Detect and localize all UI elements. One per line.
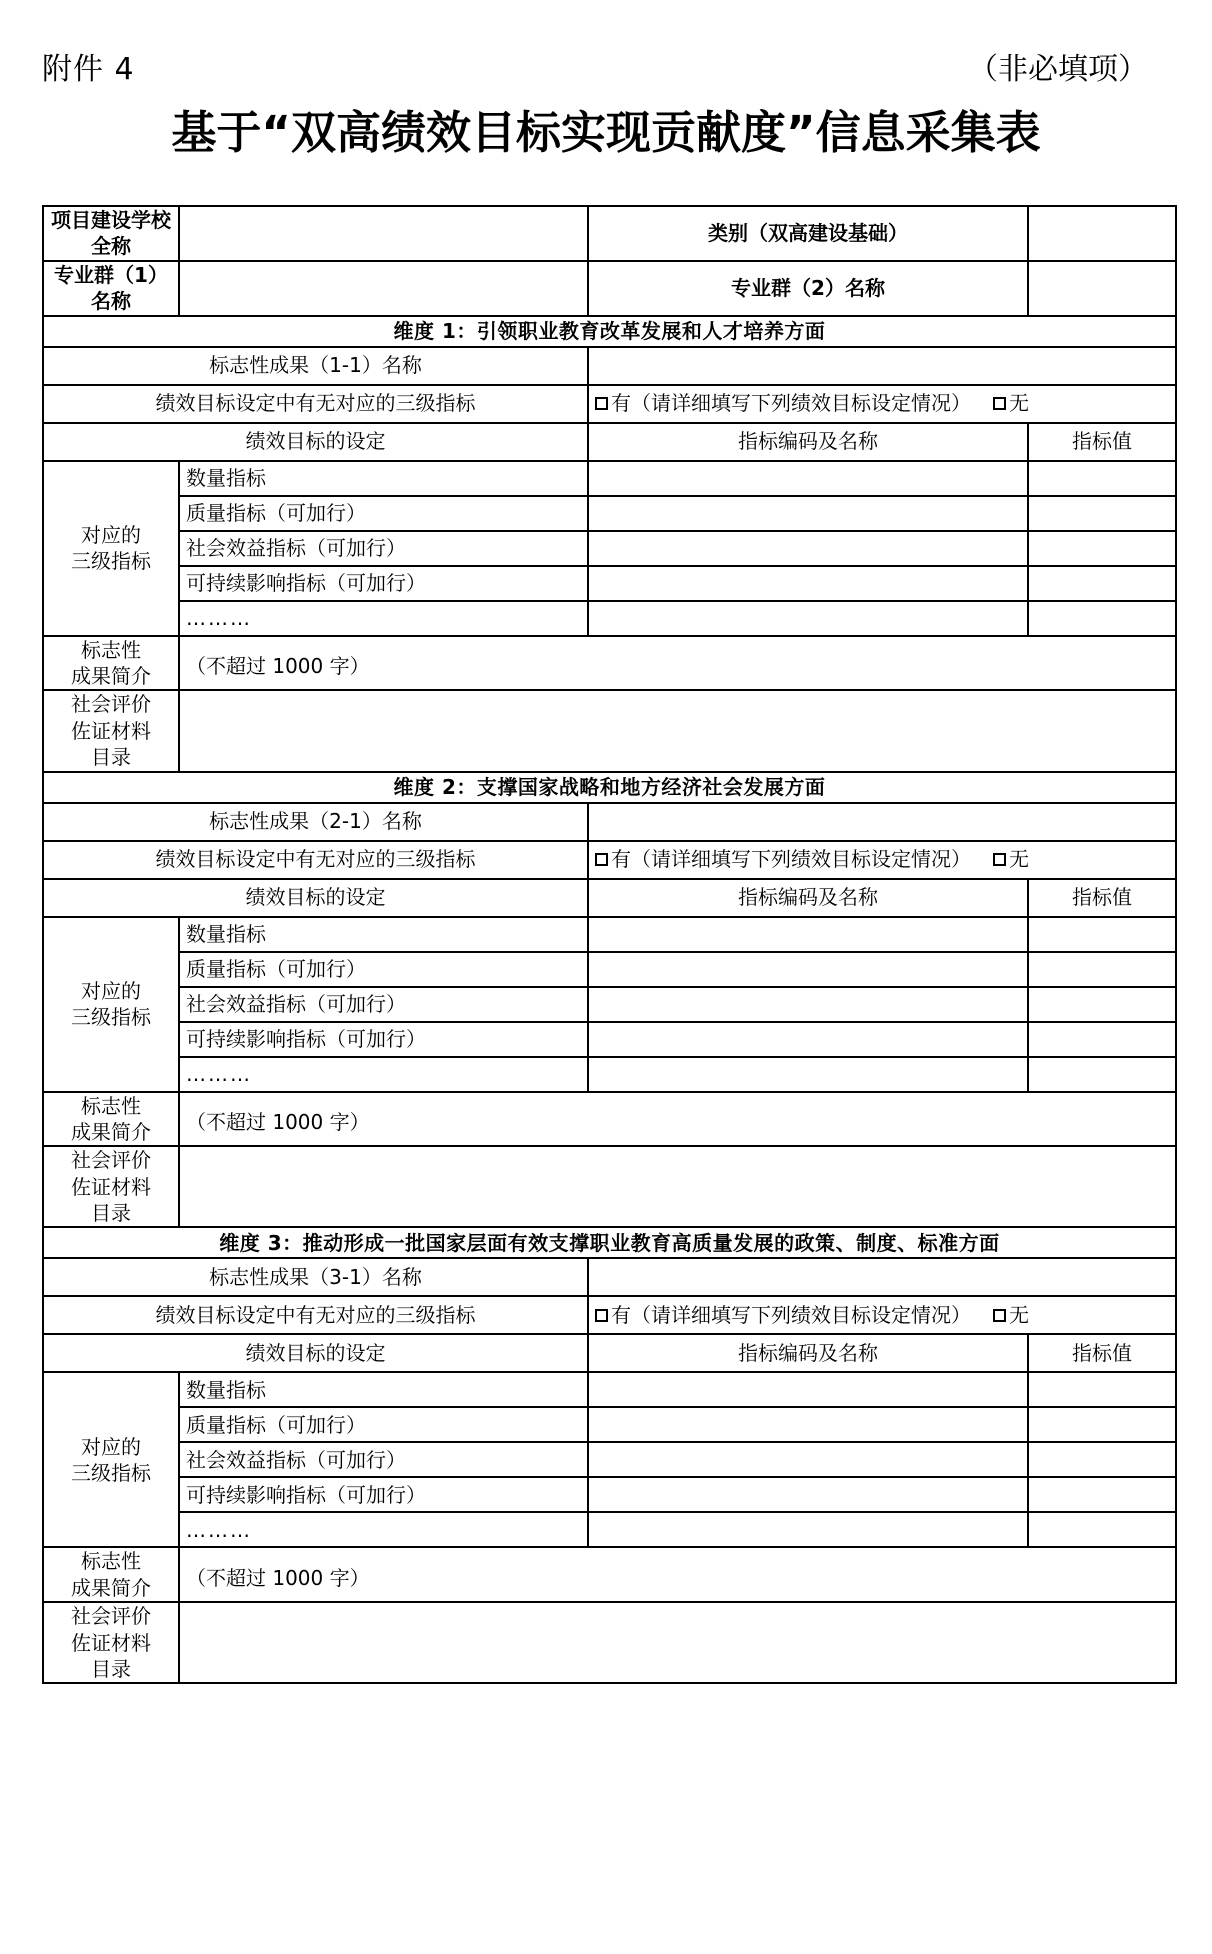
indicator-name-quality: 质量指标（可加行） <box>179 952 588 987</box>
school-name-field[interactable] <box>179 206 588 261</box>
dimension-1-code-ellipsis[interactable] <box>588 601 1028 636</box>
docs-label-line3: 目录 <box>91 1201 131 1226</box>
dimension-3-tertiary-label <box>43 1372 179 1547</box>
dimension-3-code-social-benefit[interactable] <box>588 1442 1028 1477</box>
dimension-2-tertiary-label <box>43 917 179 1092</box>
dimension-3-value-social-benefit[interactable] <box>1028 1442 1176 1477</box>
dimension-1-value-social-benefit[interactable] <box>1028 531 1176 566</box>
group2-label: 专业群（2）名称 <box>588 261 1028 316</box>
dimension-2-indicator-value-header: 指标值 <box>1028 879 1176 917</box>
dimension-2-code-quality[interactable] <box>588 952 1028 987</box>
tertiary-label-line2: 三级指标 <box>71 1005 151 1030</box>
brief-label-line1: 标志性 <box>81 637 141 662</box>
dimension-1-code-sustainable[interactable] <box>588 566 1028 601</box>
dimension-2-code-ellipsis[interactable] <box>588 1057 1028 1092</box>
table-row <box>43 1442 1176 1477</box>
dimension-1-value-ellipsis[interactable] <box>1028 601 1176 636</box>
dimension-2-docs-label <box>43 1146 179 1227</box>
dimension-3-brief-row <box>43 1547 1176 1602</box>
brief-placeholder: （不超过 1000 字） <box>186 1110 370 1135</box>
checkbox-no-label: 无 <box>1009 1303 1029 1328</box>
dimension-3-achievement-label: 标志性成果（3-1）名称 <box>43 1258 588 1296</box>
brief-label-line2: 成果简介 <box>71 1575 151 1600</box>
dimension-2-value-social-benefit[interactable] <box>1028 987 1176 1022</box>
indicator-name-ellipsis: ……… <box>179 1512 588 1547</box>
page-title: 基于“双高绩效目标实现贡献度”信息采集表 <box>171 106 1041 159</box>
table-row-school <box>43 206 1176 261</box>
dimension-1-has-indicator-row <box>43 385 1176 423</box>
dimension-1-brief-label <box>43 636 179 691</box>
checkbox-no-icon[interactable] <box>993 853 1006 866</box>
dimension-1-has-indicator-label: 绩效目标设定中有无对应的三级指标 <box>43 385 588 423</box>
dimension-1-code-social-benefit[interactable] <box>588 531 1028 566</box>
dimension-2-achievement-field[interactable] <box>588 803 1176 841</box>
dimension-2-column-header-row <box>43 879 1176 917</box>
dimension-3-indicator-value-header: 指标值 <box>1028 1334 1176 1372</box>
dimension-3-code-quantity[interactable] <box>588 1372 1028 1407</box>
dimension-2-code-social-benefit[interactable] <box>588 987 1028 1022</box>
group2-field[interactable] <box>1028 261 1176 316</box>
checkbox-yes-icon[interactable] <box>595 853 608 866</box>
table-row <box>43 1477 1176 1512</box>
dimension-2-docs-field[interactable] <box>179 1146 1176 1227</box>
table-row <box>43 1022 1176 1057</box>
docs-label-line1: 社会评价 <box>71 1604 151 1629</box>
dimension-3-value-quality[interactable] <box>1028 1407 1176 1442</box>
brief-label-line2: 成果简介 <box>71 1119 151 1144</box>
dimension-2-achievement-label: 标志性成果（2-1）名称 <box>43 803 588 841</box>
table-row <box>43 461 1176 496</box>
dimension-1-code-quantity[interactable] <box>588 461 1028 496</box>
dimension-1-indicator-value-header: 指标值 <box>1028 423 1176 461</box>
indicator-name-ellipsis: ……… <box>179 601 588 636</box>
dimension-3-brief-field[interactable] <box>179 1547 1176 1602</box>
dimension-3-value-quantity[interactable] <box>1028 1372 1176 1407</box>
dimension-2-has-indicator-label: 绩效目标设定中有无对应的三级指标 <box>43 841 588 879</box>
dimension-3-goal-setting-header: 绩效目标的设定 <box>43 1334 588 1372</box>
table-row <box>43 531 1176 566</box>
indicator-name-quantity: 数量指标 <box>179 461 588 496</box>
collection-form-table <box>42 205 1177 1684</box>
indicator-name-quantity: 数量指标 <box>179 917 588 952</box>
dimension-3-achievement-row <box>43 1258 1176 1296</box>
dimension-3-header-row <box>43 1227 1176 1258</box>
dimension-3-achievement-field[interactable] <box>588 1258 1176 1296</box>
brief-label-line1: 标志性 <box>81 1093 141 1118</box>
tertiary-label-line1: 对应的 <box>81 978 141 1003</box>
tertiary-label-line1: 对应的 <box>81 522 141 547</box>
dimension-3-code-quality[interactable] <box>588 1407 1028 1442</box>
docs-label-line1: 社会评价 <box>71 692 151 717</box>
checkbox-no-label: 无 <box>1009 391 1029 416</box>
dimension-1-docs-label <box>43 690 179 771</box>
dimension-1-header-row <box>43 316 1176 347</box>
dimension-2-indicator-code-header: 指标编码及名称 <box>588 879 1028 917</box>
table-row <box>43 1372 1176 1407</box>
indicator-name-sustainable: 可持续影响指标（可加行） <box>179 1477 588 1512</box>
brief-placeholder: （不超过 1000 字） <box>186 1566 370 1591</box>
dimension-3-brief-label <box>43 1547 179 1602</box>
table-row-groups <box>43 261 1176 316</box>
indicator-name-sustainable: 可持续影响指标（可加行） <box>179 566 588 601</box>
dimension-1-value-sustainable[interactable] <box>1028 566 1176 601</box>
dimension-3-docs-row <box>43 1602 1176 1683</box>
indicator-name-quality: 质量指标（可加行） <box>179 1407 588 1442</box>
group1-label: 专业群（1）名称 <box>43 261 179 316</box>
dimension-1-brief-row <box>43 636 1176 691</box>
table-row <box>43 1512 1176 1547</box>
dimension-2-has-indicator-row <box>43 841 1176 879</box>
category-label: 类别（双高建设基础） <box>588 206 1028 261</box>
dimension-1-achievement-label: 标志性成果（1-1）名称 <box>43 347 588 385</box>
dimension-3-code-ellipsis[interactable] <box>588 1512 1028 1547</box>
dimension-3-header: 维度 3：推动形成一批国家层面有效支撑职业教育高质量发展的政策、制度、标准方面 <box>43 1227 1176 1258</box>
checkbox-no-icon[interactable] <box>993 1309 1006 1322</box>
checkbox-yes-label: 有（请详细填写下列绩效目标设定情况） <box>611 1303 971 1328</box>
dimension-1-indicator-code-header: 指标编码及名称 <box>588 423 1028 461</box>
dimension-2-code-quantity[interactable] <box>588 917 1028 952</box>
dimension-3-value-ellipsis[interactable] <box>1028 1512 1176 1547</box>
dimension-2-value-quality[interactable] <box>1028 952 1176 987</box>
indicator-name-quantity: 数量指标 <box>179 1372 588 1407</box>
docs-label-line2: 佐证材料 <box>71 718 151 743</box>
dimension-1-code-quality[interactable] <box>588 496 1028 531</box>
dimension-2-brief-row <box>43 1092 1176 1147</box>
dimension-1-tertiary-label <box>43 461 179 636</box>
table-row <box>43 601 1176 636</box>
docs-label-line2: 佐证材料 <box>71 1630 151 1655</box>
docs-label-line1: 社会评价 <box>71 1148 151 1173</box>
dimension-2-header-row <box>43 772 1176 803</box>
dimension-1-achievement-field[interactable] <box>588 347 1176 385</box>
dimension-3-column-header-row <box>43 1334 1176 1372</box>
dimension-3-has-indicator-choices <box>588 1296 1176 1334</box>
indicator-name-sustainable: 可持续影响指标（可加行） <box>179 1022 588 1057</box>
table-row <box>43 496 1176 531</box>
checkbox-yes-icon[interactable] <box>595 1309 608 1322</box>
brief-placeholder: （不超过 1000 字） <box>186 654 370 679</box>
checkbox-yes-label: 有（请详细填写下列绩效目标设定情况） <box>611 847 971 872</box>
dimension-1-header: 维度 1：引领职业教育改革发展和人才培养方面 <box>43 316 1176 347</box>
dimension-1-column-header-row <box>43 423 1176 461</box>
checkbox-no-icon[interactable] <box>993 397 1006 410</box>
dimension-3-has-indicator-label: 绩效目标设定中有无对应的三级指标 <box>43 1296 588 1334</box>
dimension-3-value-sustainable[interactable] <box>1028 1477 1176 1512</box>
dimension-3-code-sustainable[interactable] <box>588 1477 1028 1512</box>
brief-label-line2: 成果简介 <box>71 663 151 688</box>
table-row <box>43 1057 1176 1092</box>
dimension-2-has-indicator-choices <box>588 841 1176 879</box>
dimension-3-has-indicator-row <box>43 1296 1176 1334</box>
dimension-1-has-indicator-choices <box>588 385 1176 423</box>
dimension-1-achievement-row <box>43 347 1176 385</box>
indicator-name-social-benefit: 社会效益指标（可加行） <box>179 987 588 1022</box>
indicator-name-ellipsis: ……… <box>179 1057 588 1092</box>
dimension-2-value-quantity[interactable] <box>1028 917 1176 952</box>
dimension-1-value-quantity[interactable] <box>1028 461 1176 496</box>
tertiary-label-line2: 三级指标 <box>71 549 151 574</box>
dimension-3-docs-field[interactable] <box>179 1602 1176 1683</box>
dimension-2-brief-label <box>43 1092 179 1147</box>
table-row <box>43 952 1176 987</box>
checkbox-yes-label: 有（请详细填写下列绩效目标设定情况） <box>611 391 971 416</box>
page-header <box>42 0 1170 87</box>
table-row <box>43 987 1176 1022</box>
checkbox-no-label: 无 <box>1009 847 1029 872</box>
table-row <box>43 917 1176 952</box>
checkbox-yes-icon[interactable] <box>595 397 608 410</box>
dimension-2-docs-row <box>43 1146 1176 1227</box>
indicator-name-social-benefit: 社会效益指标（可加行） <box>179 1442 588 1477</box>
dimension-2-goal-setting-header: 绩效目标的设定 <box>43 879 588 917</box>
dimension-1-value-quality[interactable] <box>1028 496 1176 531</box>
indicator-name-social-benefit: 社会效益指标（可加行） <box>179 531 588 566</box>
dimension-1-docs-row <box>43 690 1176 771</box>
category-field[interactable] <box>1028 206 1176 261</box>
tertiary-label-line1: 对应的 <box>81 1434 141 1459</box>
indicator-name-quality: 质量指标（可加行） <box>179 496 588 531</box>
optional-note: （非必填项） <box>968 52 1148 87</box>
dimension-2-code-sustainable[interactable] <box>588 1022 1028 1057</box>
docs-label-line3: 目录 <box>91 745 131 770</box>
group1-field[interactable] <box>179 261 588 316</box>
docs-label-line2: 佐证材料 <box>71 1174 151 1199</box>
brief-label-line1: 标志性 <box>81 1549 141 1574</box>
dimension-2-brief-field[interactable] <box>179 1092 1176 1147</box>
table-row <box>43 566 1176 601</box>
attachment-label: 附件 4 <box>42 52 135 87</box>
dimension-1-brief-field[interactable] <box>179 636 1176 691</box>
tertiary-label-line2: 三级指标 <box>71 1460 151 1485</box>
docs-label-line3: 目录 <box>91 1657 131 1682</box>
dimension-2-value-ellipsis[interactable] <box>1028 1057 1176 1092</box>
dimension-3-docs-label <box>43 1602 179 1683</box>
school-name-label: 项目建设学校全称 <box>43 206 179 261</box>
dimension-3-indicator-code-header: 指标编码及名称 <box>588 1334 1028 1372</box>
table-row <box>43 1407 1176 1442</box>
dimension-2-achievement-row <box>43 803 1176 841</box>
dimension-2-header: 维度 2：支撑国家战略和地方经济社会发展方面 <box>43 772 1176 803</box>
dimension-1-docs-field[interactable] <box>179 690 1176 771</box>
dimension-1-goal-setting-header: 绩效目标的设定 <box>43 423 588 461</box>
dimension-2-value-sustainable[interactable] <box>1028 1022 1176 1057</box>
